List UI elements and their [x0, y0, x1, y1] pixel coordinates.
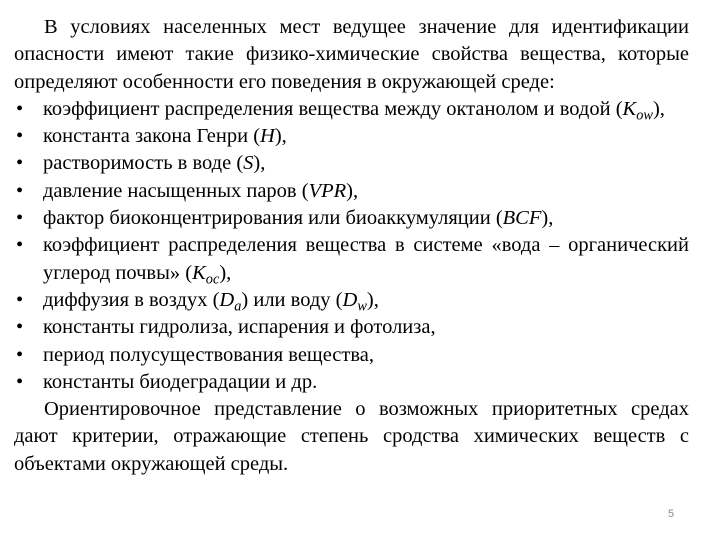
list-item: • растворимость в воде (S),: [14, 150, 689, 177]
slide-content: [14, 14, 689, 478]
list-item: • фактор биоконцентрирования или биоаккумуляции (BCF),: [14, 205, 689, 232]
list-item: • константа закона Генри (H),: [14, 123, 689, 150]
property-list: [14, 96, 689, 396]
list-item: • давление насыщенных паров (VPR),: [14, 178, 689, 205]
page-number: 5: [668, 508, 675, 520]
list-item: • коэффициент распределения вещества в системе «вода – органический углерод почвы» $(K_{oc})$,: [14, 232, 689, 287]
list-item: • диффузия в воздух $(D_a)$ или воду $(D_w)$,: [14, 287, 689, 314]
list-item: • коэффициент распределения вещества между октанолом и водой $(K_{ow})$,: [14, 96, 689, 123]
intro-paragraph: В условиях населенных мест ведущее значение для идентификации опасности имеют такие физико-химические свойства вещества, которые определяют особенности его поведения в окружающей среде:: [14, 16, 689, 93]
list-item: • период полусуществования вещества,: [14, 342, 689, 369]
outro-paragraph: Ориентировочное представление о возможных приоритетных средах дают критерии, отражающие степень сродства химических веществ с объектами окружающей среды.: [14, 398, 689, 475]
list-item: • константы гидролиза, испарения и фотолиза,: [14, 314, 689, 341]
list-item: • константы биодеградации и др.: [14, 369, 689, 396]
